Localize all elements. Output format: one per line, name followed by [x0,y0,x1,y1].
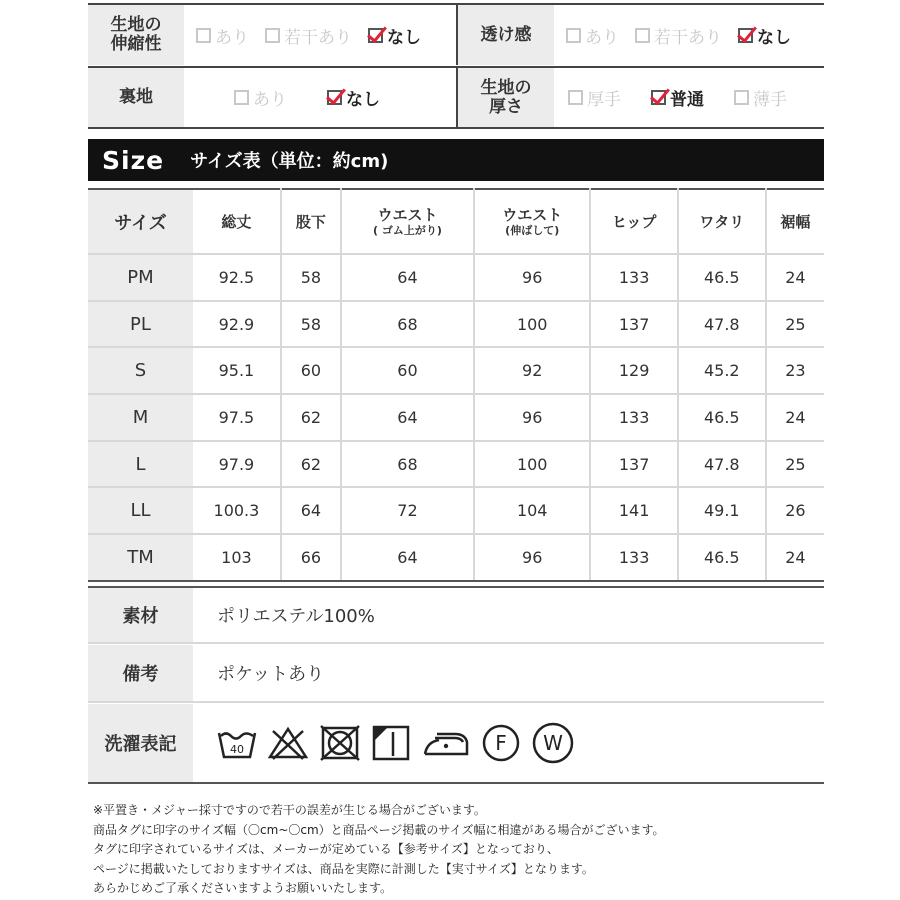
material-value: ポリエステル100% [217,606,375,627]
cell: 68 [341,441,474,488]
svg-text:W: W [543,731,563,755]
note-line: ページに掲載いたしておりますサイズは、商品を実際に計測した【実寸サイズ】となります。 [93,861,594,876]
note-line: 商品タグに印字のサイズ幅（〇cm~〇cm）と商品ページ掲載のサイズ幅に相違がある場合がございます。 [93,822,665,837]
option-thickness-futsuu: 普通 [651,85,704,110]
table-row [88,347,824,394]
cell: 24 [766,254,824,301]
table-row [88,394,824,441]
attr-stretch-options [184,5,437,65]
remarks-value: ポケットあり [217,664,325,685]
cell: 58 [281,301,341,348]
cell: 60 [281,347,341,394]
cell: 46.5 [678,254,766,301]
attr-sheer-options [554,5,807,65]
cell: 100 [474,441,590,488]
cell: 64 [341,254,474,301]
cell: 97.5 [193,394,281,441]
cell: 72 [341,487,474,534]
note-line: あらかじめご了承くださいますようお願いいたします。 [93,881,393,896]
checked-checkbox-icon [368,28,383,43]
option-thickness-usude: 薄手 [734,85,787,110]
option-sheer-ari: あり [566,23,619,48]
attr-stretch-label: 生地の 伸縮性 [88,5,184,65]
size-table [88,188,824,582]
option-sheer-jakkan: 若干あり [635,23,722,48]
option-thickness-atsude: 厚手 [568,85,621,110]
cell: 62 [281,394,341,441]
attr-thickness [456,68,824,127]
note-line: タグに印字されているサイズは、メーカーが定めている【参考サイズ】となっており、 [93,842,559,857]
attr-lining-label: 裏地 [88,68,184,127]
table-row [88,534,824,581]
checkbox-icon [265,28,280,43]
cell: 23 [766,347,824,394]
cell: 45.2 [678,347,766,394]
size-label: S [88,347,193,394]
option-lining-nashi: なし [327,85,380,110]
cell: 96 [474,254,590,301]
table-row [88,441,824,488]
size-label: LL [88,487,193,534]
attr-lining-options [184,68,396,127]
option-sheer-nashi: なし [738,23,791,48]
checkbox-icon [635,28,650,43]
cell: 137 [590,301,677,348]
attr-stretch [88,5,456,65]
cell: 47.8 [678,441,766,488]
checked-checkbox-icon [738,28,753,43]
col-header-waist-relaxed: ウエスト ( ゴム上がり) [341,189,474,254]
cell: 92.5 [193,254,281,301]
note-line: ※平置き・メジャー採寸ですので若干の誤差が生じる場合がございます。 [93,803,486,817]
size-label: PM [88,254,193,301]
cell: 100 [474,301,590,348]
table-row [88,301,824,348]
cell: 129 [590,347,677,394]
size-label: M [88,394,193,441]
cell: 46.5 [678,394,766,441]
cell: 96 [474,534,590,581]
attr-sheer [456,5,824,65]
cell: 58 [281,254,341,301]
cell: 96 [474,394,590,441]
material-label: 素材 [88,588,193,642]
svg-text:40: 40 [230,743,244,756]
cell: 97.9 [193,441,281,488]
wash-40-icon [217,725,257,761]
cell: 66 [281,534,341,581]
cell: 60 [341,347,474,394]
size-subtitle: サイズ表（単位：約cm) [190,151,389,172]
cell: 26 [766,487,824,534]
cell: 103 [193,534,281,581]
care-label: 洗濯表記 [88,704,193,782]
wet-clean-w-icon [531,721,575,765]
care-icons [193,704,824,782]
col-header-hip: ヒップ [590,189,677,254]
size-label: PL [88,301,193,348]
cell: 62 [281,441,341,488]
checked-checkbox-icon [651,90,666,105]
cell: 92 [474,347,590,394]
col-header-waist-stretched: ウエスト (伸ばして) [474,189,590,254]
material-row [88,586,824,644]
option-stretch-ari: あり [196,23,249,48]
cell: 100.3 [193,487,281,534]
no-tumble-dry-icon [319,724,361,762]
remarks-row [88,645,824,703]
no-bleach-icon [267,725,309,761]
size-header-bar [88,139,824,181]
cell: 24 [766,534,824,581]
cell: 64 [341,394,474,441]
cell: 64 [281,487,341,534]
attr-lining [88,68,456,127]
cell: 95.1 [193,347,281,394]
checked-checkbox-icon [327,90,342,105]
cell: 49.1 [678,487,766,534]
cell: 25 [766,441,824,488]
dry-clean-f-icon [481,723,521,763]
size-corner-label: サイズ [88,189,193,254]
checkbox-icon [196,28,211,43]
cell: 104 [474,487,590,534]
attr-row-2 [88,66,824,129]
cell: 25 [766,301,824,348]
cell: 68 [341,301,474,348]
cell: 133 [590,254,677,301]
option-stretch-jakkan: 若干あり [265,23,352,48]
size-title: Size [102,145,165,175]
table-row [88,487,824,534]
col-header-length: 総丈 [193,189,281,254]
checkbox-icon [734,90,749,105]
checkbox-icon [568,90,583,105]
cell: 133 [590,394,677,441]
size-table-header [88,189,824,254]
cell: 141 [590,487,677,534]
attr-sheer-label: 透け感 [458,5,554,65]
option-lining-ari: あり [234,85,287,110]
cell: 137 [590,441,677,488]
line-dry-shade-icon [371,724,411,762]
remarks-label: 備考 [88,645,193,701]
option-stretch-nashi: なし [368,23,421,48]
attr-thickness-options [554,68,803,127]
cell: 133 [590,534,677,581]
size-label: TM [88,534,193,581]
fabric-attributes [88,0,824,128]
notes [93,801,853,899]
svg-text:F: F [495,731,507,755]
cell: 64 [341,534,474,581]
cell: 92.9 [193,301,281,348]
col-header-thigh: ワタリ [678,189,766,254]
checkbox-icon [566,28,581,43]
col-header-hem: 裾幅 [766,189,824,254]
cell: 47.8 [678,301,766,348]
checkbox-icon [234,90,249,105]
attr-row-1 [88,3,824,65]
cell: 46.5 [678,534,766,581]
iron-low-icon [421,726,471,760]
table-row [88,254,824,301]
cell: 24 [766,394,824,441]
col-header-inseam: 股下 [281,189,341,254]
care-row [88,704,824,784]
size-label: L [88,441,193,488]
attr-thickness-label: 生地の 厚さ [458,68,554,127]
